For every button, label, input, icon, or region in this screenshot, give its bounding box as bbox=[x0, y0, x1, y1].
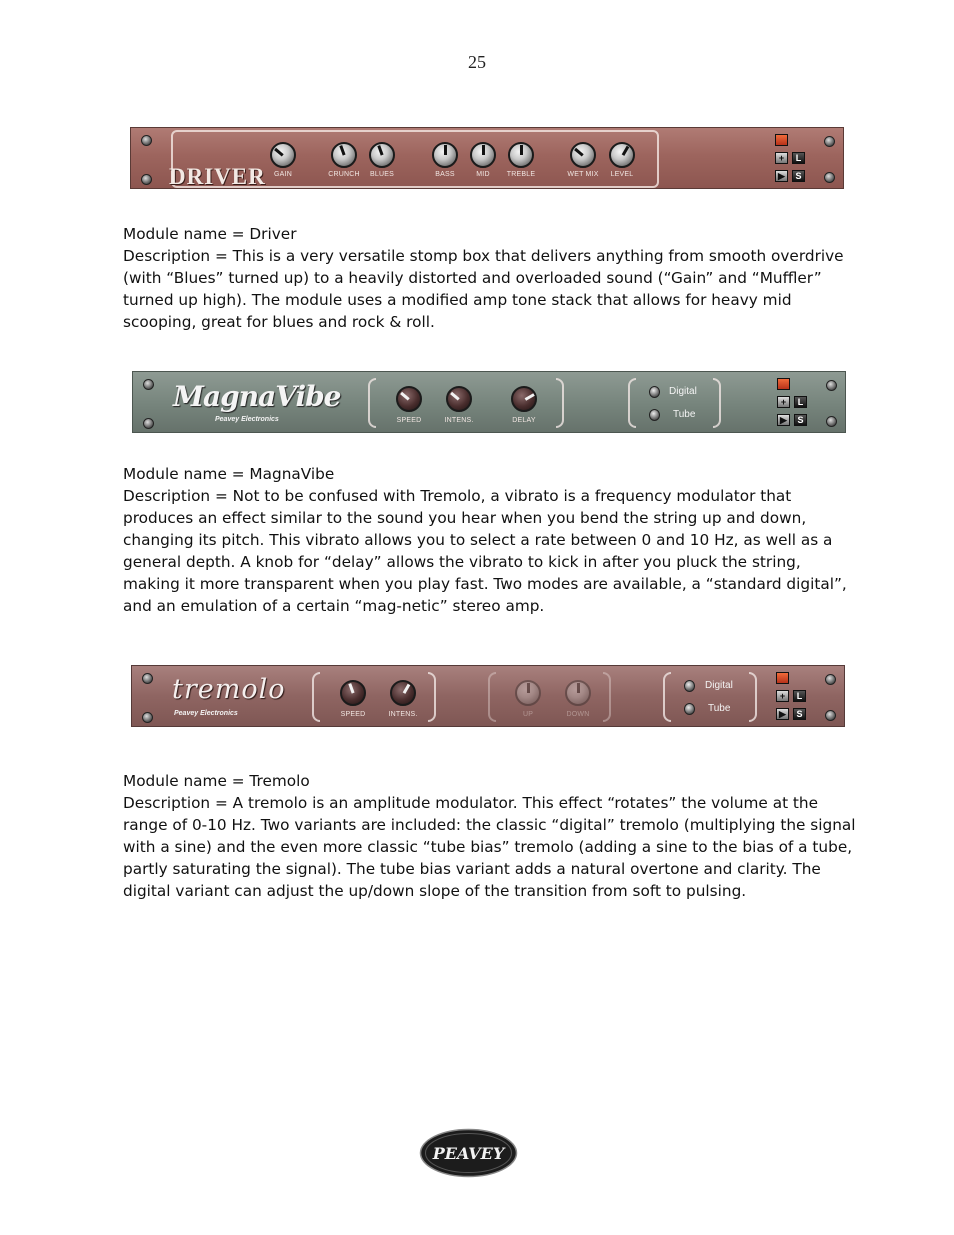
bass-knob[interactable] bbox=[432, 142, 458, 168]
tube-mode-switch[interactable] bbox=[649, 409, 660, 421]
delay-knob[interactable] bbox=[511, 386, 537, 412]
intensity-label: INTENS. bbox=[444, 417, 474, 424]
treble-label: TREBLE bbox=[506, 171, 536, 178]
slope-group-bracket bbox=[603, 672, 611, 722]
module-description: Description = Not to be confused with Tremolo, a vibrato is a frequency modulator that produces an effect similar to the sound you hear when you bend the string up and down, changing its pitch. This vibrato allows you to select a rate between 0 and 10 Hz, as well as a general depth. A knob for “delay” allows the vibrato to kick in after you pluck the string, making it more transparent when you play fast. Two modes are available, a “standard digital”, and an emulation of a certain “mag-netic” stereo amp. bbox=[123, 487, 847, 615]
screw-icon bbox=[141, 174, 152, 185]
screw-icon bbox=[143, 379, 154, 390]
intensity-knob[interactable] bbox=[390, 680, 416, 706]
speed-knob[interactable] bbox=[340, 680, 366, 706]
delay-label: DELAY bbox=[512, 417, 536, 424]
blues-knob[interactable] bbox=[369, 142, 395, 168]
driver-brand-logo: DRIVER bbox=[169, 164, 266, 189]
play-button[interactable]: ▶ bbox=[777, 414, 790, 426]
tremolo-brand-logo: tremolo bbox=[172, 674, 286, 705]
crunch-knob[interactable] bbox=[331, 142, 357, 168]
tube-mode-label: Tube bbox=[673, 409, 696, 420]
speed-label: SPEED bbox=[340, 711, 366, 718]
power-button[interactable] bbox=[775, 134, 788, 146]
l-button[interactable]: L bbox=[793, 690, 806, 702]
module-name-line: Module name = MagnaVibe bbox=[123, 465, 335, 483]
driver-description-block bbox=[123, 223, 858, 333]
bass-label: BASS bbox=[435, 171, 455, 178]
s-button[interactable]: S bbox=[794, 414, 807, 426]
l-button[interactable]: L bbox=[794, 396, 807, 408]
knob-group-bracket bbox=[312, 672, 320, 722]
mid-knob[interactable] bbox=[470, 142, 496, 168]
driver-module-panel bbox=[130, 127, 844, 189]
magnavibe-module-panel bbox=[132, 371, 846, 433]
knob-group-bracket bbox=[428, 672, 436, 722]
gain-label: GAIN bbox=[274, 171, 292, 178]
mode-group-bracket bbox=[749, 672, 757, 722]
intensity-label: INTENS. bbox=[388, 711, 418, 718]
gain-knob[interactable] bbox=[270, 142, 296, 168]
digital-mode-switch[interactable] bbox=[684, 680, 695, 692]
screw-icon bbox=[826, 416, 837, 427]
digital-mode-switch[interactable] bbox=[649, 386, 660, 398]
speed-knob[interactable] bbox=[396, 386, 422, 412]
screw-icon bbox=[143, 418, 154, 429]
screw-icon bbox=[826, 380, 837, 391]
up-label: UP bbox=[522, 711, 534, 718]
down-knob[interactable] bbox=[565, 680, 591, 706]
s-button[interactable]: S bbox=[793, 708, 806, 720]
up-knob[interactable] bbox=[515, 680, 541, 706]
knob-group-bracket bbox=[368, 378, 376, 428]
module-name-line: Module name = Tremolo bbox=[123, 772, 310, 790]
power-button[interactable] bbox=[776, 672, 789, 684]
speed-label: SPEED bbox=[396, 417, 422, 424]
peavey-sub-brand: Peavey Electronics bbox=[215, 416, 279, 423]
digital-mode-label: Digital bbox=[705, 680, 733, 691]
tube-mode-switch[interactable] bbox=[684, 703, 695, 715]
mode-group-bracket bbox=[628, 378, 636, 428]
slope-group-bracket bbox=[488, 672, 496, 722]
screw-icon bbox=[825, 674, 836, 685]
mode-group-bracket bbox=[713, 378, 721, 428]
add-button[interactable]: + bbox=[775, 152, 788, 164]
level-knob[interactable] bbox=[609, 142, 635, 168]
treble-knob[interactable] bbox=[508, 142, 534, 168]
screw-icon bbox=[142, 712, 153, 723]
down-label: DOWN bbox=[566, 711, 590, 718]
l-button[interactable]: L bbox=[792, 152, 805, 164]
screw-icon bbox=[825, 710, 836, 721]
wet-mix-knob[interactable] bbox=[570, 142, 596, 168]
blues-label: BLUES bbox=[370, 171, 394, 178]
magnavibe-brand-logo: MagnaVibe bbox=[173, 380, 341, 413]
screw-icon bbox=[824, 172, 835, 183]
screw-icon bbox=[141, 135, 152, 146]
mid-label: MID bbox=[476, 171, 490, 178]
tube-mode-label: Tube bbox=[708, 703, 731, 714]
module-description: Description = This is a very versatile stomp box that delivers anything from smooth overdrive (with “Blues” turned up) to a heavily distorted and overloaded sound (“Gain” and “Muffler” turned up high). The module uses a modified amp tone stack that allows for heavy mid scooping, great for blues and rock & roll. bbox=[123, 247, 844, 331]
peavey-logo-text: PEAVEY bbox=[432, 1144, 505, 1163]
play-button[interactable]: ▶ bbox=[775, 170, 788, 182]
play-button[interactable]: ▶ bbox=[776, 708, 789, 720]
magnavibe-description-block bbox=[123, 463, 858, 617]
page-number: 25 bbox=[468, 52, 486, 72]
wet-mix-label: WET MIX bbox=[567, 171, 599, 178]
crunch-label: CRUNCH bbox=[328, 171, 360, 178]
add-button[interactable]: + bbox=[776, 690, 789, 702]
knob-group-bracket bbox=[556, 378, 564, 428]
screw-icon bbox=[824, 136, 835, 147]
module-description: Description = A tremolo is an amplitude modulator. This effect “rotates” the volume at the range of 0-10 Hz. Two variants are included: the classic “digital” tremolo (multiplying the signal with a sine) and the even more classic “tube bias” tremolo (adding a sine to the bias of a tube, partly saturating the signal). The tube bias variant adds a natural overtone and clarity. The digital variant can adjust the up/down slope of the transition from soft to pulsing. bbox=[123, 794, 856, 900]
tremolo-module-panel bbox=[131, 665, 845, 727]
level-label: LEVEL bbox=[610, 171, 634, 178]
power-button[interactable] bbox=[777, 378, 790, 390]
module-name-line: Module name = Driver bbox=[123, 225, 297, 243]
mode-group-bracket bbox=[663, 672, 671, 722]
peavey-sub-brand: Peavey Electronics bbox=[174, 710, 238, 717]
digital-mode-label: Digital bbox=[669, 386, 697, 397]
add-button[interactable]: + bbox=[777, 396, 790, 408]
tremolo-description-block bbox=[123, 770, 858, 902]
s-button[interactable]: S bbox=[792, 170, 805, 182]
intensity-knob[interactable] bbox=[446, 386, 472, 412]
screw-icon bbox=[142, 673, 153, 684]
peavey-logo bbox=[419, 1128, 518, 1178]
